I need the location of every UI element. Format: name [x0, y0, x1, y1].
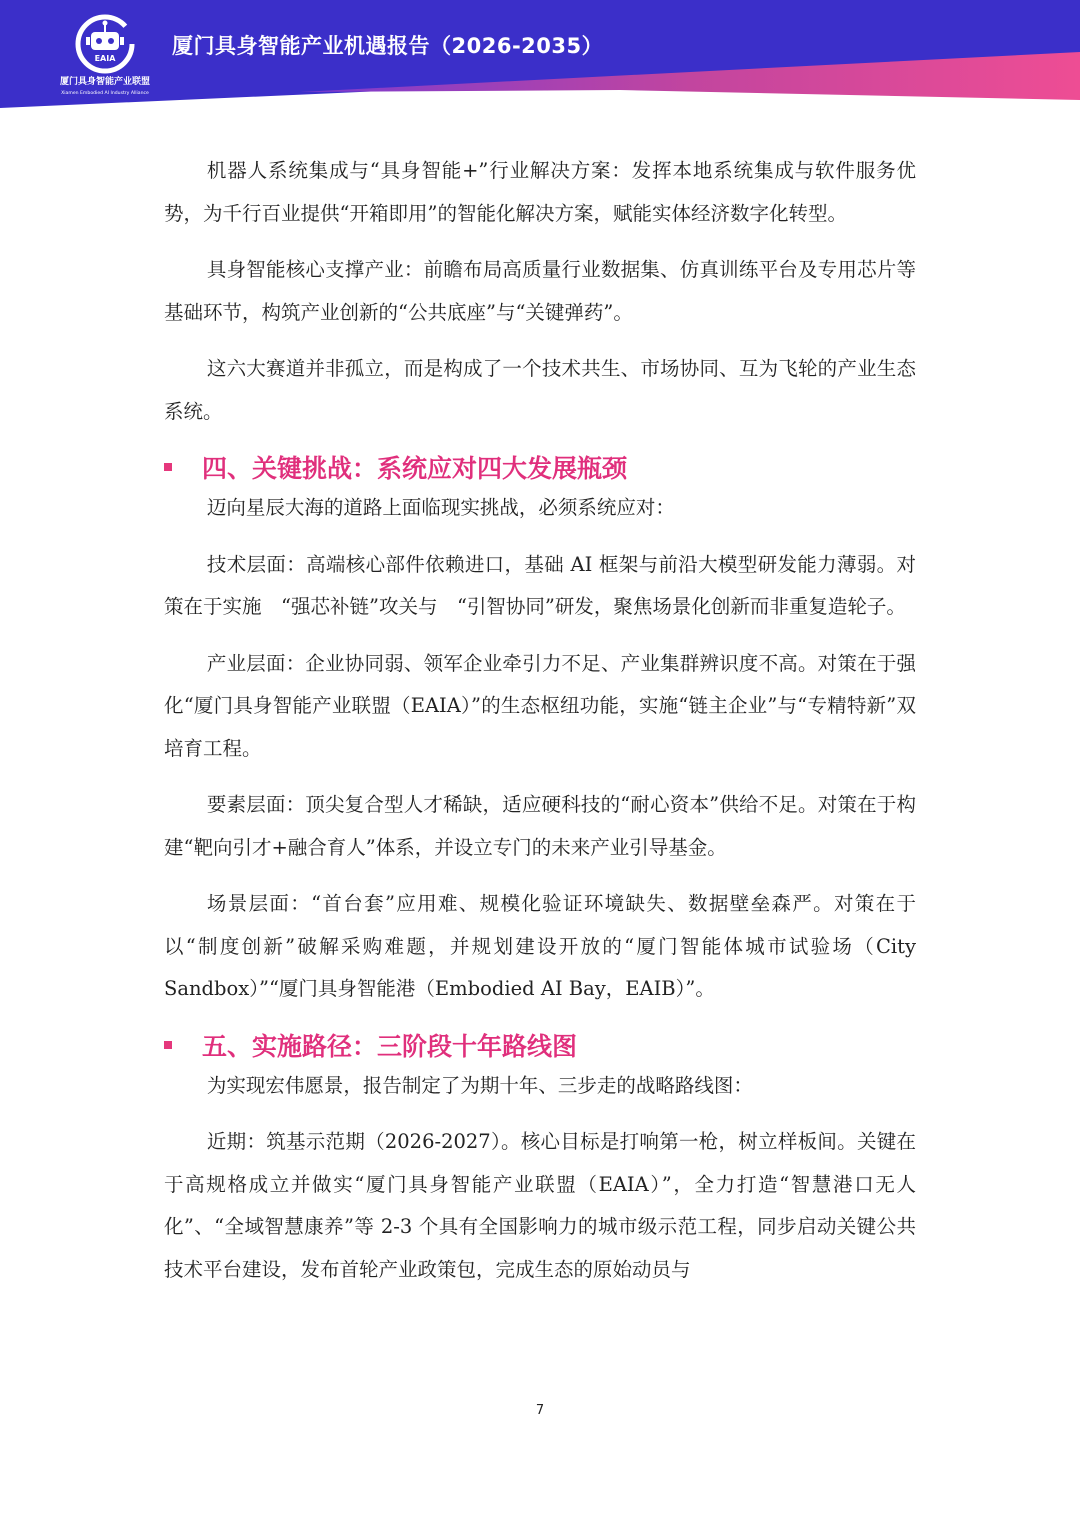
section-heading-challenges: [164, 447, 916, 487]
page-header: [0, 0, 1080, 110]
eaia-logo: [40, 8, 170, 104]
paragraph-core-support: 具身智能核心支撑产业：前瞻布局高质量行业数据集、仿真训练平台及专用芯片等基础环节，构筑产业创新的“公共底座”与“关键弹药”。: [164, 258, 916, 324]
robot-logo-icon: [40, 8, 170, 78]
square-bullet-icon: [164, 1041, 172, 1049]
page-number: 7: [535, 1403, 545, 1418]
section-title: 五、实施路径：三阶段十年路线图: [202, 1031, 578, 1061]
section-heading-roadmap: [164, 1025, 916, 1065]
paragraph-technology: 技术层面：高端核心部件依赖进口，基础 AI 框架与前沿大模型研发能力薄弱。对策在于实施 “强芯补链”攻关与 “引智协同”研发，聚焦场景化创新而非重复造轮子。: [164, 552, 916, 618]
section-title: 四、关键挑战：系统应对四大发展瓶颈: [202, 454, 628, 483]
page-content: [164, 150, 916, 1305]
paragraph-near-term: 近期：筑基示范期（2026-2027）。核心目标是打响第一枪，树立样板间。关键在于高规格成立并做实“厦门具身智能产业联盟（EAIA）”，全力打造“智慧港口无人化”、“全域智慧康养”等 2-3 个具有全国影响力的城市级示范工程，同步启动关键公共技术平台建设，发布首轮产业政策包，完成生态的原始动员与: [164, 1130, 916, 1281]
paragraph-integration: 机器人系统集成与“具身智能+”行业解决方案：发挥本地系统集成与软件服务优势，为千行百业提供“开箱即用”的智能化解决方案，赋能实体经济数字化转型。: [164, 159, 916, 225]
logo-badge: EAIA: [94, 54, 116, 63]
paragraph-ecosystem: 这六大赛道并非孤立，而是构成了一个技术共生、市场协同、互为飞轮的产业生态系统。: [164, 357, 916, 423]
logo-text: 厦门具身智能产业联盟: [59, 77, 150, 87]
paragraph-scenarios: 场景层面：“首台套”应用难、规模化验证环境缺失、数据壁垒森严。对策在于以“制度创新”破解采购难题，并规划建设开放的“厦门智能体城市试验场（City Sandbox）”“厦门具身智能港（Embodied AI Bay，EAIB）”。: [164, 892, 916, 1000]
document-title: 厦门具身智能产业机遇报告（2026-2035）: [172, 34, 604, 58]
paragraph-industry: 产业层面：企业协同弱、领军企业牵引力不足、产业集群辨识度不高。对策在于强化“厦门具身智能产业联盟（EAIA）”的生态枢纽功能，实施“链主企业”与“专精特新”双培育工程。: [164, 651, 916, 760]
section-intro: 为实现宏伟愿景，报告制定了为期十年、三步走的战略路线图：: [206, 1073, 753, 1097]
logo-subtext: Xiamen Embodied AI Industry Alliance: [61, 91, 149, 96]
paragraph-factors: 要素层面：顶尖复合型人才稀缺，适应硬科技的“耐心资本”供给不足。对策在于构建“靶向引才+融合育人”体系，并设立专门的未来产业引导基金。: [164, 793, 916, 859]
square-bullet-icon: [164, 463, 172, 471]
section-intro: 迈向星辰大海的道路上面临现实挑战，必须系统应对：: [206, 496, 675, 519]
